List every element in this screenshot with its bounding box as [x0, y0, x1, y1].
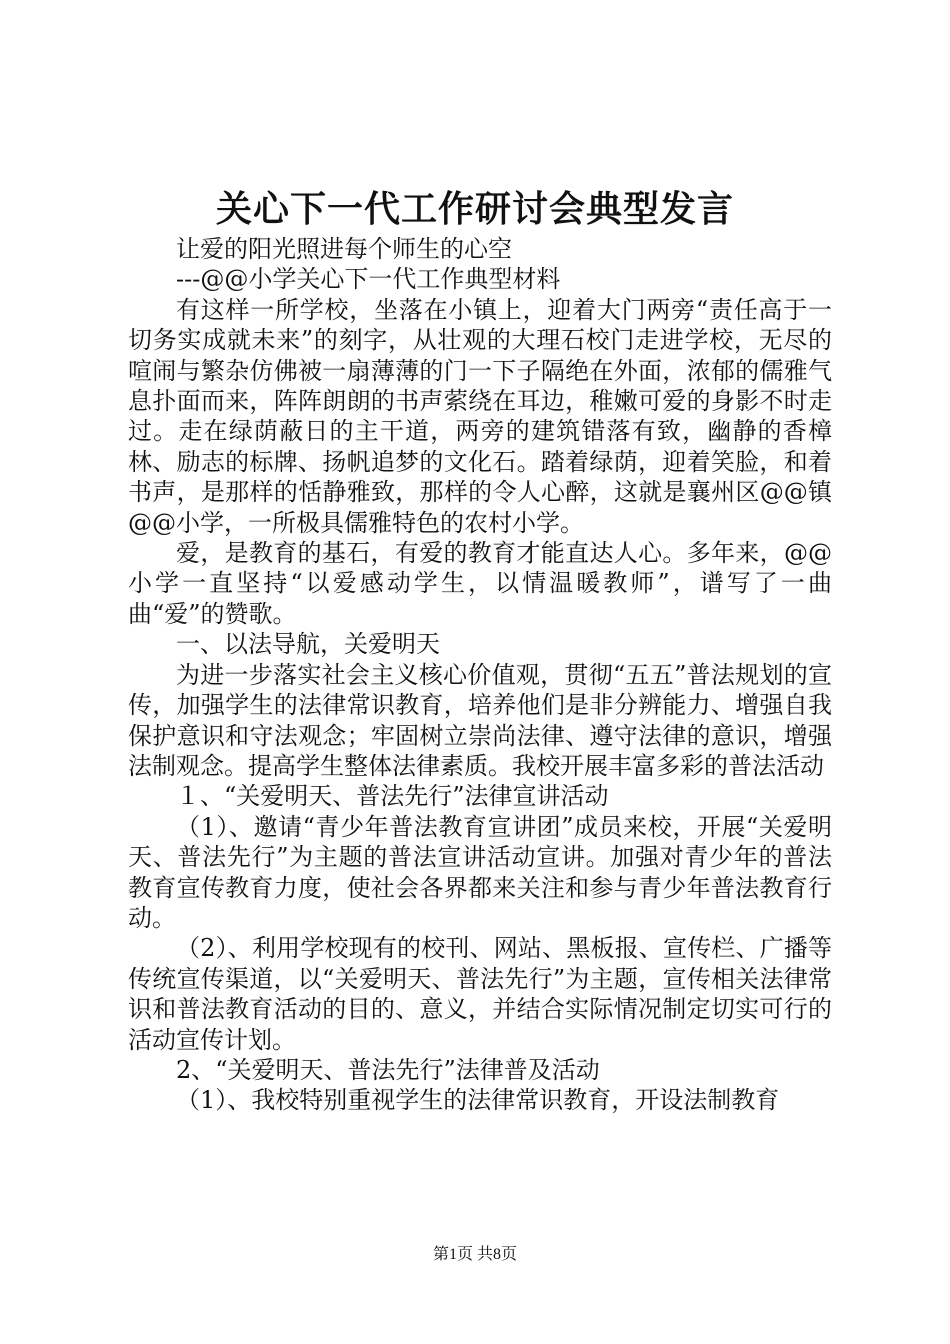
- subtitle-source: ---@@小学关心下一代工作典型材料: [176, 265, 561, 294]
- paragraph: （1）、邀请“青少年普法教育宣讲团”成员来校，开展“关爱明天、普法先行”为主题的普法宣讲活动宣讲。加强对青少年的普法教育宣传教育力度，使社会各界都来关注和参与青少年普法教育行动。: [128, 812, 832, 932]
- paragraph: （2）、利用学校现有的校刊、网站、黑板报、宣传栏、广播等传统宣传渠道，以“关爱明天、普法先行”为主题，宣传相关法律常识和普法教育活动的目的、意义，并结合实际情况制定切实可行的活动宣传计划。: [128, 934, 832, 1054]
- document-body: [128, 234, 832, 1116]
- paragraph: 有这样一所学校，坐落在小镇上，迎着大门两旁“责任高于一切务实成就未来”的刻字，从壮观的大理石校门走进学校，无尽的喧闹与繁杂仿佛被一扇薄薄的门一下子隔绝在外面，浓郁的儒雅气息扑面而来，阵阵朗朗的书声萦绕在耳边，稚嫩可爱的身影不时走过。走在绿荫蔽日的主干道，两旁的建筑错落有致，幽静的香樟林、励志的标牌、扬帆追梦的文化石。踏着绿荫，迎着笑脸，和着书声，是那样的恬静雅致，那样的令人心醉，这就是襄州区@@镇@@小学，一所极具儒雅特色的农村小学。: [128, 295, 832, 537]
- subsection-heading: 2、“关爱明天、普法先行”法律普及活动: [176, 1055, 600, 1084]
- paragraph: 爱，是教育的基石，有爱的教育才能直达人心。多年来，@@小学一直坚持“以爱感动学生，以情温暖教师”，谱写了一曲曲“爱”的赞歌。: [128, 539, 832, 628]
- section-heading: 一、以法导航，关爱明天: [176, 630, 440, 659]
- subtitle: 让爱的阳光照进每个师生的心空: [176, 235, 512, 263]
- page-footer: 第1页 共8页: [432, 1246, 517, 1263]
- document-title: 关心下一代工作研讨会典型发言: [215, 188, 734, 230]
- paragraph: 为进一步落实社会主义核心价值观，贯彻“五五”普法规划的宣传，加强学生的法律常识教育，培养他们是非分辨能力、增强自我保护意识和守法观念；牢固树立崇尚法律、遵守法律的意识，增强法制观念。提高学生整体法律素质。我校开展丰富多彩的普法活动: [128, 660, 832, 780]
- paragraph: （1）、我校特别重视学生的法律常识教育，开设法制教育: [176, 1086, 780, 1115]
- subsection-heading: １、“关爱明天、普法先行”法律宣讲活动: [176, 782, 609, 811]
